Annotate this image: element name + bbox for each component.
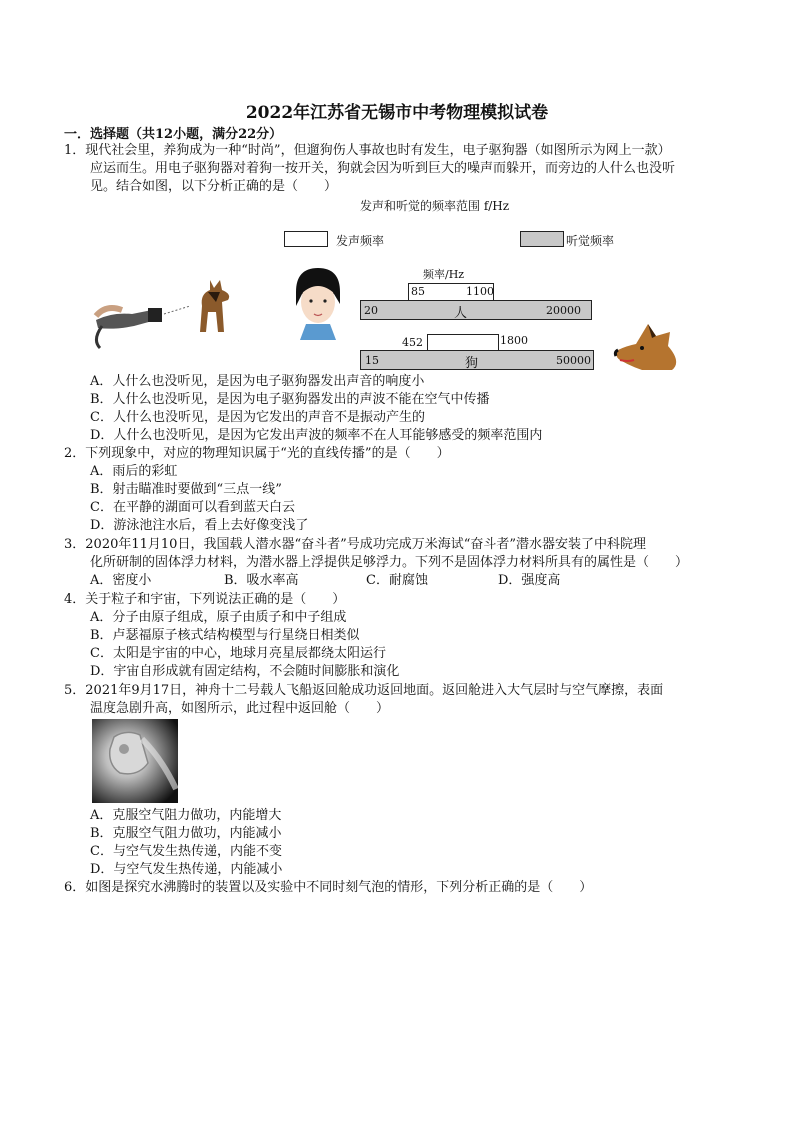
dog-emit-low: 452 [402, 336, 423, 349]
q2-option-d: D．游泳池注水后，看上去好像变浅了 [90, 518, 309, 533]
human-emit-low: 85 [411, 285, 425, 298]
dog-repeller-device-image [92, 290, 192, 352]
frequency-axis-label: 频率/Hz [423, 268, 465, 281]
dog-emit-high: 1800 [500, 334, 528, 347]
q1-option-d: D．人什么也没听见，是因为它发出声波的频率不在人耳能够感受的频率范围内 [90, 428, 543, 443]
q1-option-b: B．人什么也没听见，是因为电子驱狗器发出的声波不能在空气中传播 [90, 392, 490, 407]
dog-head-image [612, 322, 684, 372]
human-emit-high: 1100 [466, 285, 494, 298]
q1-stem-line3: 见。结合如图，以下分析正确的是（ ） [90, 179, 338, 194]
human-hear-high: 20000 [546, 304, 581, 317]
legend-emit-swatch [284, 231, 328, 247]
q5-option-b: B．克服空气阻力做功，内能减小 [90, 826, 282, 841]
exam-title: 2022年江苏省无锡市中考物理模拟试卷 [245, 103, 549, 123]
q4-option-c: C．太阳是宇宙的中心，地球月亮星辰都绕太阳运行 [90, 646, 386, 661]
q5-stem-line2: 温度急剧升高，如图所示，此过程中返回舱（ ） [90, 701, 390, 716]
legend-hear-label: 听觉频率 [566, 234, 615, 248]
q3-option-a: A．密度小 [90, 573, 152, 588]
q2-stem: 2．下列现象中，对应的物理知识属于“光的直线传播”的是（ ） [64, 446, 450, 461]
q5-option-c: C．与空气发生热传递，内能不变 [90, 844, 282, 859]
section-heading: 一．选择题（共12小题，满分22分） [64, 127, 283, 142]
q5-option-d: D．与空气发生热传递，内能减小 [90, 862, 283, 877]
q2-option-b: B．射击瞄准时要做到“三点一线” [90, 482, 282, 497]
q2-option-c: C．在平静的湖面可以看到蓝天白云 [90, 500, 295, 515]
q3-option-c: C．耐腐蚀 [366, 573, 428, 588]
dog-hear-low: 15 [365, 354, 379, 367]
human-hear-low: 20 [364, 304, 378, 317]
return-capsule-image [92, 719, 178, 803]
q1-option-c: C．人什么也没听见，是因为它发出的声音不是振动产生的 [90, 410, 425, 425]
q4-stem: 4．关于粒子和宇宙，下列说法正确的是（ ） [64, 592, 346, 607]
q1-option-a: A．人什么也没听见，是因为电子驱狗器发出声音的响度小 [90, 374, 425, 389]
legend-emit-label: 发声频率 [336, 234, 385, 248]
q4-option-d: D．宇宙自形成就有固定结构，不会随时间膨胀和演化 [90, 664, 400, 679]
q4-option-b: B．卢瑟福原子核式结构模型与行星绕日相类似 [90, 628, 360, 643]
q3-option-b: B．吸水率高 [224, 573, 299, 588]
human-face-image [288, 264, 348, 340]
q1-stem-line1: 1．现代社会里，养狗成为一种“时尚”，但遛狗伤人事故也时有发生，电子驱狗器（如图所示为网上一款） [64, 143, 671, 158]
small-dog-image [192, 276, 240, 338]
dog-label: 狗 [465, 356, 479, 371]
q5-stem-line1: 5．2021年9月17日，神舟十二号载人飞船返回舱成功返回地面。返回舱进入大气层时与空气摩擦，表面 [64, 683, 664, 698]
q3-stem-line2: 化所研制的固体浮力材料，为潜水器上浮提供足够浮力。下列不是固体浮力材料所具有的属性是（ ） [90, 555, 689, 570]
q3-stem-line1: 3．2020年11月10日，我国载人潜水器“奋斗者”号成功完成万米海试“奋斗者”潜水器安装了中科院理 [64, 537, 647, 552]
human-label: 人 [454, 306, 468, 321]
legend-hear-swatch [520, 231, 564, 247]
dog-hear-high: 50000 [556, 354, 591, 367]
q4-option-a: A．分子由原子组成，原子由质子和中子组成 [90, 610, 347, 625]
q5-option-a: A．克服空气阻力做功，内能增大 [90, 808, 282, 823]
q6-stem: 6．如图是探究水沸腾时的装置以及实验中不同时刻气泡的情形，下列分析正确的是（ ） [64, 880, 593, 895]
q2-option-a: A．雨后的彩虹 [90, 464, 178, 479]
q3-option-d: D．强度高 [498, 573, 561, 588]
q1-stem-line2: 应运而生。用电子驱狗器对着狗一按开关，狗就会因为听到巨大的噪声而躲开，而旁边的人什么也没听 [90, 161, 676, 176]
figure-caption: 发声和听觉的频率范围 f/Hz [360, 199, 510, 213]
